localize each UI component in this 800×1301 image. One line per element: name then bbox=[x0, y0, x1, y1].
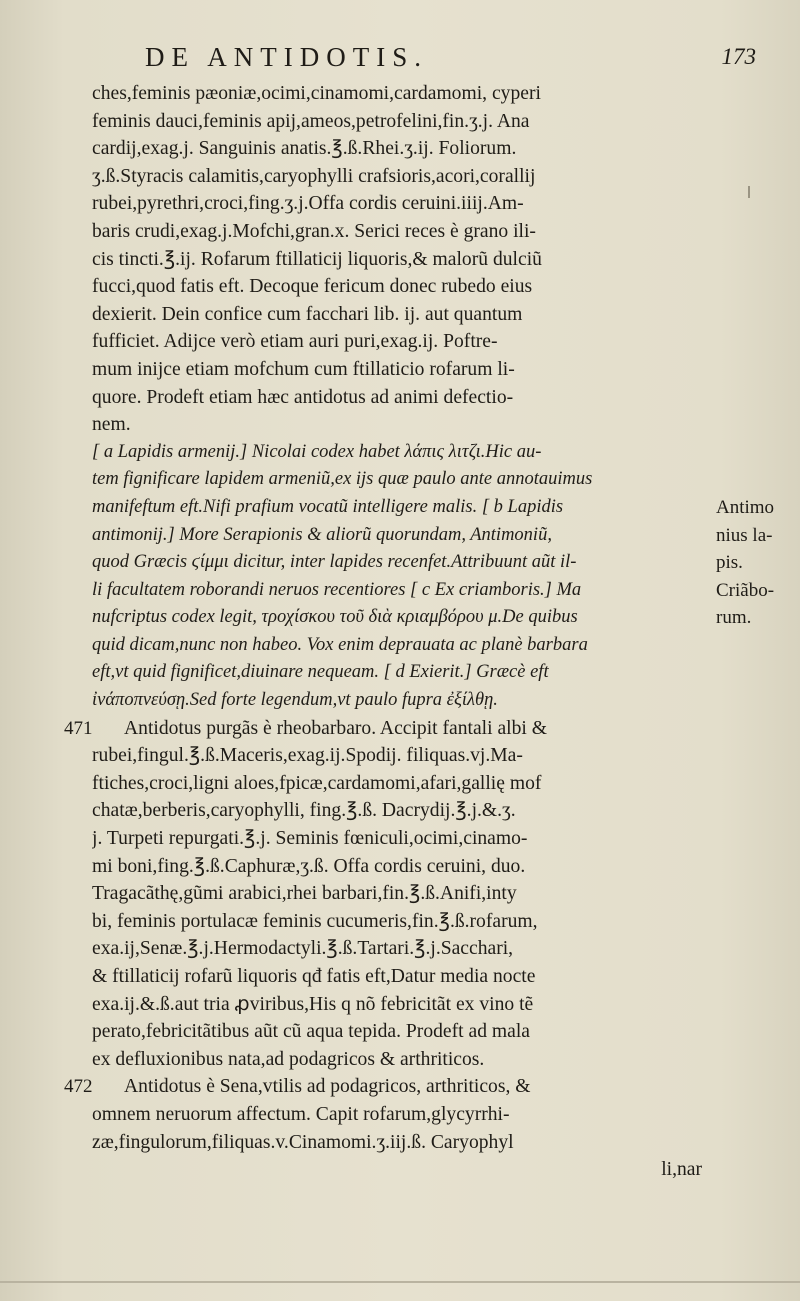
text-line: baris crudi,exag.j.Mofchi,gran.x. Serici reces è grano ili- bbox=[92, 220, 536, 242]
text-line-wrap bbox=[92, 659, 712, 687]
annotation-line: antimonij.] More Serapionis & aliorũ quorundam, Antimoniũ, bbox=[92, 524, 552, 545]
margin-note-line: nius la- bbox=[716, 524, 773, 546]
text-line-wrap bbox=[92, 328, 712, 356]
annotation-line: quod Græcis ϛίμμι dicitur, inter lapides recenfet.Attribuunt aũt il- bbox=[92, 552, 577, 573]
text-line: fucci,quod fatis eft. Decoque fericum donec rubedo eius bbox=[92, 276, 533, 298]
text-line-wrap bbox=[92, 797, 712, 825]
text-line: Antidotus è Sena,vtilis ad podagricos, arthriticos, & bbox=[124, 1076, 531, 1098]
text-line: li,nar bbox=[661, 1159, 702, 1181]
text-line: mum inijce etiam mofchum cum ftillaticio rofarum li- bbox=[92, 358, 515, 380]
text-line-wrap bbox=[92, 80, 712, 108]
text-line-wrap bbox=[92, 908, 712, 936]
section-number: 472 bbox=[64, 1076, 93, 1098]
text-line-wrap bbox=[92, 770, 712, 798]
text-line: cardij,exag.j. Sanguinis anatis.℥.ß.Rhei.ʒ.ij. Foliorum. bbox=[92, 138, 517, 160]
text-line-wrap bbox=[92, 439, 712, 467]
text-line: ftiches,croci,ligni aloes,fpicæ,cardamomi,afari,gallię mof bbox=[92, 772, 542, 794]
text-line-wrap bbox=[92, 880, 712, 908]
text-line-wrap bbox=[92, 522, 712, 550]
annotation-line: tem fignificare lapidem armeniũ,ex ijs quæ paulo ante annotauimus bbox=[92, 469, 593, 490]
text-line-wrap bbox=[92, 853, 712, 881]
text-line: quore. Prodeft etiam hæc antidotus ad animi defectio- bbox=[92, 386, 514, 408]
margin-note-line: pis. bbox=[716, 552, 743, 574]
text-line: Tragacãthę,gũmi arabici,rhei barbari,fin.℥.ß.Anifi,inty bbox=[92, 883, 517, 905]
annotation-line: nufcriptus codex legit, τροχίσκου τοῦ διὰ κριαμβόρου μ.De quibus bbox=[92, 607, 578, 628]
text-line-wrap bbox=[92, 163, 712, 191]
margin-note-line: Criãbo- bbox=[716, 579, 775, 601]
text-line: j. Turpeti repurgati.℥.j. Seminis fœniculi,ocimi,cinamo- bbox=[92, 828, 528, 850]
text-line-wrap bbox=[92, 577, 712, 605]
text-line-wrap bbox=[92, 1046, 712, 1074]
text-line: rubei,pyrethri,croci,fing.ʒ.j.Offa cordis ceruini.iiij.Am- bbox=[92, 193, 524, 215]
text-line-wrap bbox=[92, 246, 712, 274]
text-line-wrap bbox=[64, 1073, 712, 1101]
text-line-wrap bbox=[92, 935, 712, 963]
margin-mark bbox=[748, 186, 750, 198]
text-line: zæ,fingulorum,filiquas.v.Cinamomi.ʒ.iij.ß. Caryophyl bbox=[92, 1131, 514, 1153]
text-line: exa.ij.&.ß.aut tria ꝓviribus,His q nõ febricitãt ex vino tẽ bbox=[92, 993, 534, 1015]
section-number: 471 bbox=[64, 717, 93, 739]
annotation-line: quid dicam,nunc non habeo. Vox enim deprauata ac planè barbara bbox=[92, 634, 588, 655]
annotation-line: eft,vt quid fignificet,diuinare nequeam. [ d Exierit.] Græcè eft bbox=[92, 662, 549, 683]
text-line: bi, feminis portulacæ feminis cucumeris,fin.℥.ß.rofarum, bbox=[92, 910, 538, 932]
text-line: ches,feminis pæoniæ,ocimi,cinamomi,cardamomi, cyperi bbox=[92, 83, 541, 104]
annotation-line: manifeftum eft.Nifi prafium vocatũ intelligere malis. [ b Lapidis bbox=[92, 496, 564, 517]
text-line: exa.ij,Senæ.℥.j.Hermodactyli.℥.ß.Tartari.℥.j.Sacchari, bbox=[92, 938, 514, 960]
page-edge-shadow bbox=[0, 1281, 800, 1283]
text-line-wrap bbox=[92, 301, 712, 329]
text-line-wrap bbox=[92, 687, 712, 715]
text-line: rubei,fingul.℥.ß.Maceris,exag.ij.Spodij. filiquas.vj.Ma- bbox=[92, 745, 523, 767]
annotation-line: li facultatem roborandi neruos recentiores [ c Ex criamboris.] Ma bbox=[92, 579, 582, 600]
text-line-wrap bbox=[92, 356, 712, 384]
running-title: DE ANTIDOTIS. bbox=[145, 42, 428, 72]
text-line: perato,febricitãtibus aũt cũ aqua tepida. Prodeft ad mala bbox=[92, 1021, 530, 1043]
text-line-wrap bbox=[64, 715, 712, 743]
page-number: 173 bbox=[721, 44, 756, 69]
text-block bbox=[64, 80, 775, 1184]
text-line: & ftillaticij rofarũ liquoris qđ fatis eft,Datur media nocte bbox=[92, 966, 536, 987]
text-line-wrap bbox=[92, 1018, 712, 1046]
text-line: Antidotus purgãs è rheobarbaro. Accipit fantali albi & bbox=[124, 717, 547, 739]
text-line: mi boni,fing.℥.ß.Caphuræ,ʒ.ß. Offa cordis ceruini, duo. bbox=[92, 855, 526, 877]
text-line-wrap bbox=[92, 494, 712, 522]
text-line-wrap bbox=[92, 108, 712, 136]
margin-note bbox=[716, 577, 800, 632]
margin-note-line: Antimo bbox=[716, 497, 775, 518]
text-line: omnem neruorum affectum. Capit rofarum,glycyrrhi- bbox=[92, 1103, 510, 1125]
text-line: cis tincti.℥.ij. Rofarum ftillaticij liquoris,& malorũ dulciũ bbox=[92, 248, 542, 270]
text-line-wrap bbox=[92, 384, 712, 412]
text-line-wrap bbox=[92, 1101, 712, 1129]
text-line-wrap bbox=[92, 549, 712, 577]
margin-note-line: rum. bbox=[716, 607, 752, 629]
text-line-wrap bbox=[92, 604, 712, 632]
text-line-wrap bbox=[92, 273, 712, 301]
text-line: ʒ.ß.Styracis calamitis,caryophylli crafsioris,acori,corallij bbox=[92, 165, 536, 187]
running-head bbox=[145, 42, 770, 76]
text-line: chatæ,berberis,caryophylli, fing.℥.ß. Dacrydij.℥.j.&.ʒ. bbox=[92, 800, 516, 822]
text-line-wrap bbox=[92, 1129, 712, 1157]
text-line: dexierit. Dein confice cum facchari lib. ij. aut quantum bbox=[92, 303, 523, 325]
text-line: ex defluxionibus nata,ad podagricos & arthriticos. bbox=[92, 1048, 485, 1070]
text-line: fufficiet. Adijce verò etiam auri puri,exag.ij. Poftre- bbox=[92, 331, 498, 353]
text-line: feminis dauci,feminis apij,ameos,petrofelini,fin.ʒ.j. Ana bbox=[92, 110, 530, 132]
text-line-wrap bbox=[92, 411, 712, 439]
text-line-wrap bbox=[92, 1156, 712, 1184]
text-line-wrap bbox=[92, 991, 712, 1019]
text-line-wrap bbox=[92, 190, 712, 218]
text-line-wrap bbox=[92, 632, 712, 660]
text-line-wrap bbox=[92, 742, 712, 770]
text-line-wrap bbox=[92, 825, 712, 853]
text-line-wrap bbox=[92, 218, 712, 246]
annotation-line: [ a Lapidis armenij.] Nicolai codex habet λάπις λιτζι.Hic au- bbox=[92, 441, 542, 462]
margin-note bbox=[716, 494, 800, 577]
text-line-wrap bbox=[92, 963, 712, 991]
annotation-line: ἰνάποπνεύσῃ.Sed forte legendum,vt paulo fupra ἐξίλθῃ. bbox=[92, 690, 498, 711]
text-line-wrap bbox=[92, 135, 712, 163]
text-line-wrap bbox=[92, 466, 712, 494]
text-line: nem. bbox=[92, 414, 131, 436]
